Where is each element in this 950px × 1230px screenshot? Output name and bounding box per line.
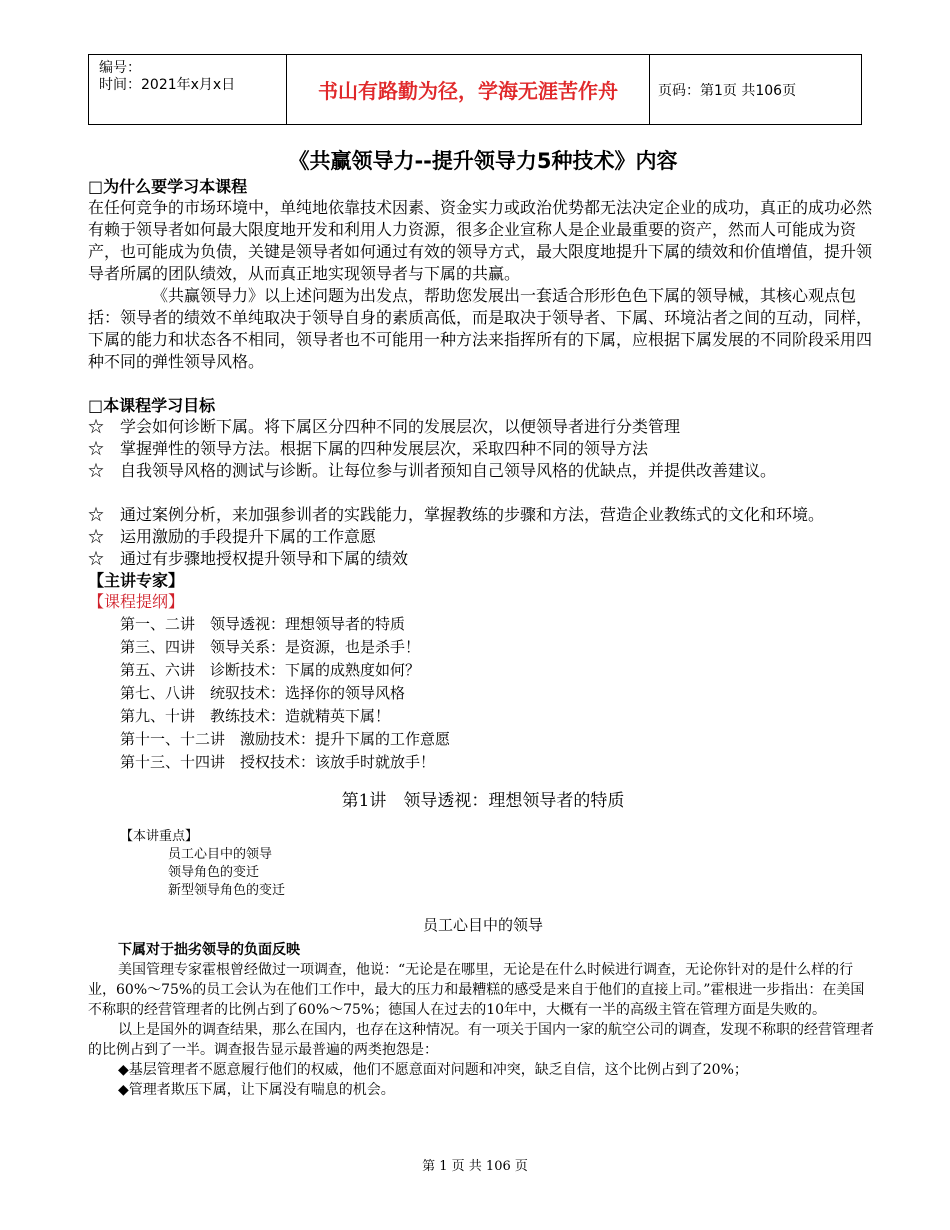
goal-item: ☆ 通过有步骤地授权提升领导和下属的绩效 bbox=[88, 549, 409, 568]
outline-heading: 【课程提纲】 bbox=[88, 592, 185, 611]
complaint-bullet: ◆管理者欺压下属，让下属没有喘息的机会。 bbox=[118, 1082, 395, 1098]
document-title: 《共赢领导力--提升领导力5种技术》内容 bbox=[288, 149, 678, 173]
time-label: 时间：2021年x月x日 bbox=[99, 77, 236, 93]
key-point-item: 领导角色的变迁 bbox=[168, 865, 260, 880]
motto: 书山有路勤为径，学海无涯苦作舟 bbox=[287, 55, 650, 124]
section-bold-heading: 下属对于拙劣领导的负面反映 bbox=[118, 942, 300, 958]
header-table bbox=[88, 54, 862, 125]
outline-item: 第三、四讲 领导关系：是资源，也是杀手！ bbox=[120, 638, 421, 656]
expert-heading: 【主讲专家】 bbox=[88, 571, 185, 590]
goal-item: ☆ 运用激励的手段提升下属的工作意愿 bbox=[88, 527, 377, 546]
number-label: 编号： bbox=[99, 60, 141, 76]
section-paragraph-2: 以上是国外的调查结果，那么在国内，也存在这种情况。有一项关于国内一家的航空公司的调查，发现不称职的经营管理者的比例占到了一半。调查报告显示最普遍的两类抱怨是： bbox=[88, 1022, 874, 1058]
outline-list bbox=[88, 613, 878, 774]
goal-item: ☆ 学会如何诊断下属。将下属区分四种不同的发展层次，以便领导者进行分类管理 bbox=[88, 417, 681, 436]
outline-item: 第十一、十二讲 激励技术：提升下属的工作意愿 bbox=[120, 730, 451, 748]
page-footer: 第 1 页 共 106 页 bbox=[422, 1159, 528, 1174]
page-label: 页码：第1页 共106页 bbox=[658, 82, 797, 99]
complaint-bullet: ◆基层管理者不愿意履行他们的权威，他们不愿意面对问题和冲突，缺乏自信，这个比例占到了20%； bbox=[118, 1062, 748, 1078]
goal-item: ☆ 通过案例分析，来加强参训者的实践能力，掌握教练的步骤和方法，营造企业教练式的文化和环境。 bbox=[88, 505, 825, 524]
why-paragraph-1: 在任何竞争的市场环境中，单纯地依靠技术因素、资金实力或政治优势都无法决定企业的成功，真正的成功必然有赖于领导者如何最大限度地开发和利用人力资源，很多企业宣称人是企业最重要的资产，然而人可能成为资产，也可能成为负债，关键是领导者如何通过有效的领导方式，最大限度地提升下属的绩效和价值增值，提升领导者所属的团队绩效，从而真正地实现领导者与下属的共赢。 bbox=[88, 198, 873, 283]
outline-item: 第九、十讲 教练技术：造就精英下属！ bbox=[120, 707, 391, 725]
key-point-item: 员工心目中的领导 bbox=[168, 847, 273, 862]
key-points-label: 【本讲重点】 bbox=[120, 829, 199, 844]
section-paragraph-1: 美国管理专家霍根曾经做过一项调查，他说：“无论是在哪里，无论是在什么时候进行调查，无论你针对的是什么样的行业，60%～75%的员工会认为在他们工作中，最大的压力和最糟糕的感受是来自于他们的直接上司。”霍根进一步指出：在美国不称职的经营管理者的比例占到了60%～75%；德国人在过去的10年中，大概有一半的高级主管在管理方面是失败的。 bbox=[88, 962, 865, 1018]
why-paragraph-2: 《共赢领导力》以上述问题为出发点，帮助您发展出一套适合形形色色下属的领导械，其核心观点包括：领导者的绩效不单纯取决于领导自身的素质高低，而是取决于领导者、下属、环境沾者之间的互动，同样，下属的能力和状态各不相同，领导者也不可能用一种方法来指挥所有的下属，应根据下属发展的不同阶段采用四种不同的弹性领导风格。 bbox=[88, 286, 873, 371]
why-heading: □为什么要学习本课程 bbox=[88, 177, 248, 196]
outline-item: 第一、二讲 领导透视：理想领导者的特质 bbox=[120, 615, 406, 633]
outline-item: 第十三、十四讲 授权技术：该放手时就放手！ bbox=[120, 753, 436, 771]
outline-item: 第七、八讲 统驭技术：选择你的领导风格 bbox=[120, 684, 406, 702]
header-info-cell bbox=[89, 55, 287, 124]
goals-heading: □本课程学习目标 bbox=[88, 396, 216, 415]
key-point-item: 新型领导角色的变迁 bbox=[168, 883, 286, 898]
section-title: 员工心目中的领导 bbox=[422, 916, 543, 934]
lecture-title: 第1讲 领导透视：理想领导者的特质 bbox=[341, 791, 625, 811]
goal-item: ☆ 自我领导风格的测试与诊断。让每位参与训者预知自己领导风格的优缺点，并提供改善建议。 bbox=[88, 461, 777, 480]
document-body bbox=[88, 146, 878, 1100]
goal-item: ☆ 掌握弹性的领导方法。根据下属的四种发展层次，采取四种不同的领导方法 bbox=[88, 439, 649, 458]
outline-item: 第五、六讲 诊断技术：下属的成熟度如何？ bbox=[120, 661, 421, 679]
